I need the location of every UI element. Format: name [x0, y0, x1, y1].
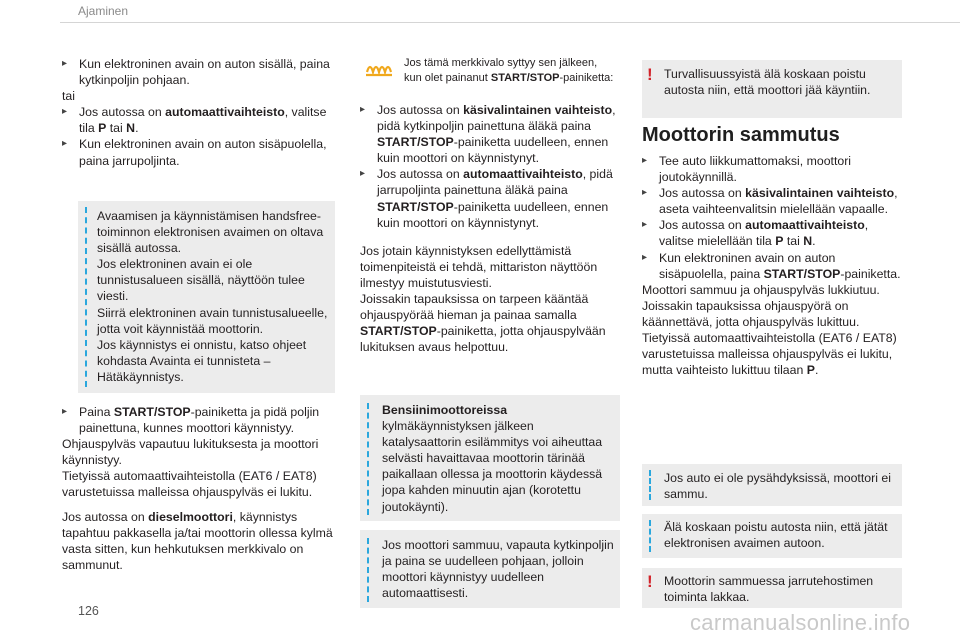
info-box-handsfree	[78, 201, 335, 393]
info-text: Jos käynnistys ei onnistu, katso ohjeet kohdasta Avainta ei tunnisteta – Hätäkäynnistys.	[97, 337, 307, 384]
bullet-arrow-icon: ▸	[62, 58, 68, 69]
col1-press-start	[62, 404, 337, 573]
list-item: ▸ Paina START/STOP-painiketta ja pidä poljin painettuna, kunnes moottori käynnistyy.	[62, 405, 320, 436]
header-line	[60, 22, 960, 23]
info-bar-icon	[649, 520, 651, 552]
list-item: ▸ Jos autossa on käsivalintainen vaihteisto, aseta vaihteenvalitsin mielellään vapaalle.	[642, 186, 898, 217]
bullet-arrow-icon: ▸	[642, 187, 648, 199]
page-number: 126	[78, 604, 99, 618]
paragraph: Jos jotain käynnistyksen edellyttämistä toimenpiteistä ei tehdä, mittariston näyttöön ilmestyy muistutusviesti.	[360, 243, 598, 290]
warning-text: Moottorin sammuessa jarrutehostimen toiminta lakkaa.	[664, 574, 874, 605]
bullet-arrow-icon: ▸	[62, 406, 68, 417]
list-item: ▸ Tee auto liikkumattomaksi, moottori joutokäynnillä.	[642, 154, 852, 185]
info-box-petrol	[360, 395, 620, 521]
glow-plug-lamp-icon	[364, 58, 394, 78]
info-box-not-stationary	[642, 464, 902, 506]
lamp-note: Jos tämä merkkivalo syttyy sen jälkeen, kun olet painanut START/STOP-painiketta:	[404, 57, 614, 84]
section-heading	[642, 124, 840, 147]
warning-text: Turvallisuussyistä älä koskaan poistu autosta niin, että moottori jää käyntiin.	[664, 67, 871, 98]
list-item: ▸ Kun elektroninen avain on auton sisäpuolella, paina jarrupoljinta.	[62, 137, 327, 168]
paragraph: Tietyissä automaattivaihteistolla (EAT6 / EAT8) varustetuissa malleissa ohjauspylväs ei lukitu.	[62, 469, 317, 500]
page-title: Moottorin sammutus	[642, 124, 840, 146]
bullet-arrow-icon: ▸	[360, 168, 366, 180]
paragraph: Joissakin tapauksissa on tarpeen kääntää ohjauspyörää hieman ja painaa samalla START/STOP-painiketta, jotta ohjauspylvään lukituksen avaus helpottuu.	[360, 292, 606, 355]
info-text: Avaamisen ja käynnistämisen handsfree-toiminnon elektronisen avaimen on oltava sisällä autossa.	[97, 209, 324, 256]
info-text: Älä koskaan poistu autosta niin, että jätät elektronisen avaimen autoon.	[664, 520, 888, 551]
col2-instructions	[360, 102, 622, 355]
header-section: Ajaminen	[78, 4, 129, 18]
col3-shutdown-steps	[642, 153, 904, 378]
paragraph: Moottori sammuu ja ohjauspylväs lukkiutuu. Joissakin tapauksissa ohjauspyörä on käännettävä, jotta ohjauspylväs lukittuu. Tietyissä automaattivaihteistolla (EAT6 / EAT8) varustetuissa malleissa ohjauspylväs ei lukitu, mutta vaihteisto lukittuu tilaan P.	[642, 282, 897, 378]
list-item: ▸ Jos autossa on automaattivaihteisto, pidä jarrupoljinta painettuna äläkä paina START/STOP-painiketta uudelleen, ennen kuin moottori on käynnistynyt.	[360, 167, 613, 230]
tai-text: tai	[62, 89, 75, 104]
info-text: kylmäkäynnistyksen jälkeen katalysaattorin esilämmitys voi aiheuttaa selvästi havaittavaa moottorin tärinää paikallaan ollessa ja moottorin käydessä jopa kahden minuutin ajan (korotettu joutokäynti).	[382, 419, 603, 514]
bullet-arrow-icon: ▸	[642, 219, 648, 231]
info-text: Jos moottori sammuu, vapauta kytkinpoljin ja paina se uudelleen pohjaan, jolloin moottori käynnistyy uudelleen automaattisesti.	[382, 538, 614, 601]
warning-box-bottom	[642, 568, 902, 608]
bullet-arrow-icon: ▸	[62, 106, 68, 118]
info-text: Jos auto ei ole pysähdyksissä, moottori ei sammu.	[664, 471, 891, 502]
bullet-arrow-icon: ▸	[642, 251, 648, 263]
info-text: Siirrä elektroninen avain tunnistusalueelle, jotta voit käynnistää moottorin.	[97, 305, 328, 336]
warning-box-top	[642, 60, 902, 118]
list-item: ▸ Jos autossa on automaattivaihteisto, valitse mielellään tila P tai N.	[642, 218, 869, 249]
info-title: Bensiinimoottoreissa	[382, 403, 508, 417]
info-text: Jos elektroninen avain ei ole tunnistusalueen sisällä, näyttöön tulee viesti.	[97, 257, 305, 304]
list-item: ▸ Kun elektroninen avain on auton sisäpuolella, paina START/STOP-painiketta.	[642, 250, 901, 281]
bullet-arrow-icon: ▸	[360, 104, 366, 115]
watermark: carmanualsonline.info	[690, 610, 911, 635]
warning-exclamation-icon: !	[647, 572, 653, 591]
info-bar-icon	[367, 538, 369, 602]
list-item: ▸ Kun elektroninen avain on auton sisällä, paina kytkinpoljin pohjaan.	[62, 57, 330, 88]
bullet-arrow-icon: ▸	[642, 155, 648, 166]
list-item: ▸ Jos autossa on käsivalintainen vaihteisto, pidä kytkinpoljin painettuna äläkä paina START/STOP-painiketta uudelleen, ennen kuin moottori on käynnistynyt.	[360, 103, 616, 166]
info-bar-icon	[367, 403, 369, 515]
col1-start-instructions	[62, 56, 332, 169]
info-bar-icon	[85, 207, 87, 387]
warning-exclamation-icon: !	[647, 65, 653, 84]
paragraph: Ohjauspylväs vapautuu lukituksesta ja moottori käynnistyy.	[62, 437, 319, 468]
info-bar-icon	[649, 470, 651, 500]
list-item: ▸ Jos autossa on automaattivaihteisto, valitse tila P tai N.	[62, 105, 327, 136]
bullet-arrow-icon: ▸	[62, 138, 68, 150]
paragraph: Jos autossa on dieselmoottori, käynnistys tapahtuu pakkasella ja/tai moottorin ollessa kylmä vasta sitten, kun hehkutuksen merkkivalo on sammunut.	[62, 509, 333, 572]
info-box-stall	[360, 530, 620, 608]
info-box-key	[642, 514, 902, 558]
